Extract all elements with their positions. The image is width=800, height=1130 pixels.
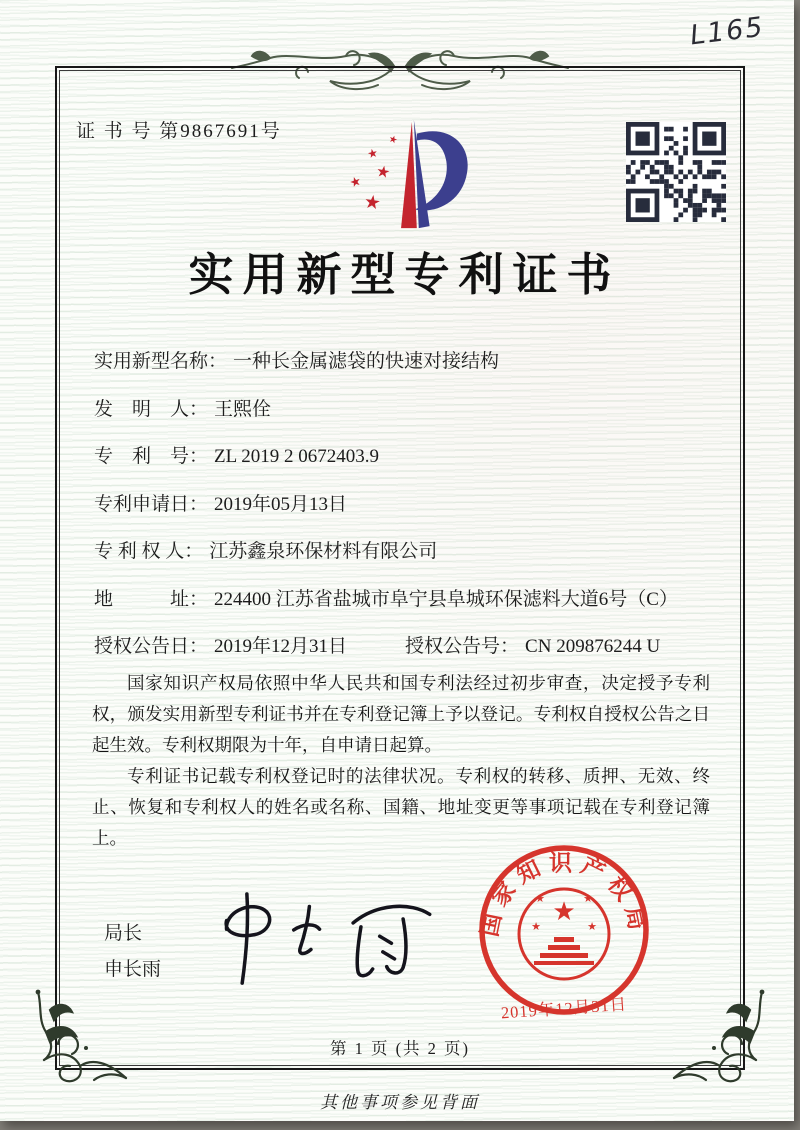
field-patentee — [94, 538, 724, 565]
field-value: 江苏鑫泉环保材料有限公司 — [209, 541, 438, 562]
field-inventor — [94, 396, 724, 423]
legal-paragraph-1: 国家知识产权局依照中华人民共和国专利法经过初步审查，决定授予专利权，颁发实用新型专利证书并在专利登记簿上予以登记。专利权自授权公告之日起生效。专利权期限为十年，自申请日起算。 — [92, 673, 710, 755]
field-utility-model-name — [94, 348, 724, 375]
field-label: 专 利 号： — [94, 446, 209, 467]
svg-text:★: ★ — [535, 892, 545, 905]
handwritten-annotation: L165 — [688, 11, 767, 52]
national-emblem — [519, 889, 609, 979]
certificate-number: 证 书 号 第9867691号 — [76, 121, 282, 142]
svg-text:★: ★ — [374, 160, 392, 183]
field-value: 2019年12月31日 — [214, 636, 348, 657]
field-value: 224400 江苏省盐城市阜宁县阜城环保滤料大道6号（C） — [214, 588, 678, 610]
certificate-title: 实用新型专利证书 — [188, 250, 621, 300]
cnipa-logo — [330, 110, 478, 236]
reverse-side-note: 其他事项参见背面 — [320, 1093, 480, 1112]
seal-date: 2019年12月31日 — [500, 994, 628, 1023]
field-label: 专 利 权 人： — [94, 541, 204, 562]
issuer-title: 局长 — [104, 923, 143, 944]
field-label: 地 址： — [94, 588, 209, 610]
page-number: 第 1 页 (共 2 页) — [329, 1039, 471, 1058]
issuer-name: 申长雨 — [104, 959, 162, 980]
field-label: 实用新型名称： — [94, 351, 228, 372]
director-signature — [200, 872, 450, 1002]
legal-paragraph-2: 专利证书记载专利权登记时的法律状况。专利权的转移、质押、无效、终止、恢复和专利权人的姓名或名称、国籍、地址变更等事项记载在专利登记簿上。 — [92, 766, 710, 848]
field-grant-number — [405, 633, 660, 660]
svg-text:★: ★ — [583, 892, 593, 905]
seal-text: 国家知识产权局 — [476, 850, 652, 939]
qr-code — [626, 122, 726, 222]
official-seal — [466, 842, 662, 1032]
field-label: 授权公告号： — [405, 636, 520, 657]
svg-text:★: ★ — [587, 920, 597, 933]
field-patent-number — [94, 443, 724, 470]
field-grant-date — [94, 633, 347, 660]
svg-text:★: ★ — [552, 897, 576, 927]
field-value: 2019年05月13日 — [214, 493, 348, 515]
field-value: ZL 2019 2 0672403.9 — [214, 446, 380, 467]
field-grant-row — [94, 633, 724, 660]
certificate-fields — [94, 348, 724, 681]
issuer-block — [104, 916, 161, 988]
field-value: 一种长金属滤袋的快速对接结构 — [233, 351, 500, 372]
field-application-date — [94, 491, 724, 518]
qr-code-image — [626, 122, 726, 222]
svg-text:★: ★ — [366, 145, 380, 162]
field-label: 专利申请日： — [94, 493, 209, 515]
field-label: 发 明 人： — [94, 398, 209, 420]
svg-text:★: ★ — [531, 920, 541, 933]
legal-text — [92, 668, 710, 854]
svg-text:★: ★ — [362, 191, 383, 215]
field-value: 王熙佺 — [214, 398, 272, 420]
svg-text:★: ★ — [347, 173, 364, 192]
field-label: 授权公告日： — [94, 636, 209, 657]
field-address — [94, 586, 724, 613]
svg-text:★: ★ — [387, 133, 399, 147]
field-value: CN 209876244 U — [525, 636, 661, 657]
